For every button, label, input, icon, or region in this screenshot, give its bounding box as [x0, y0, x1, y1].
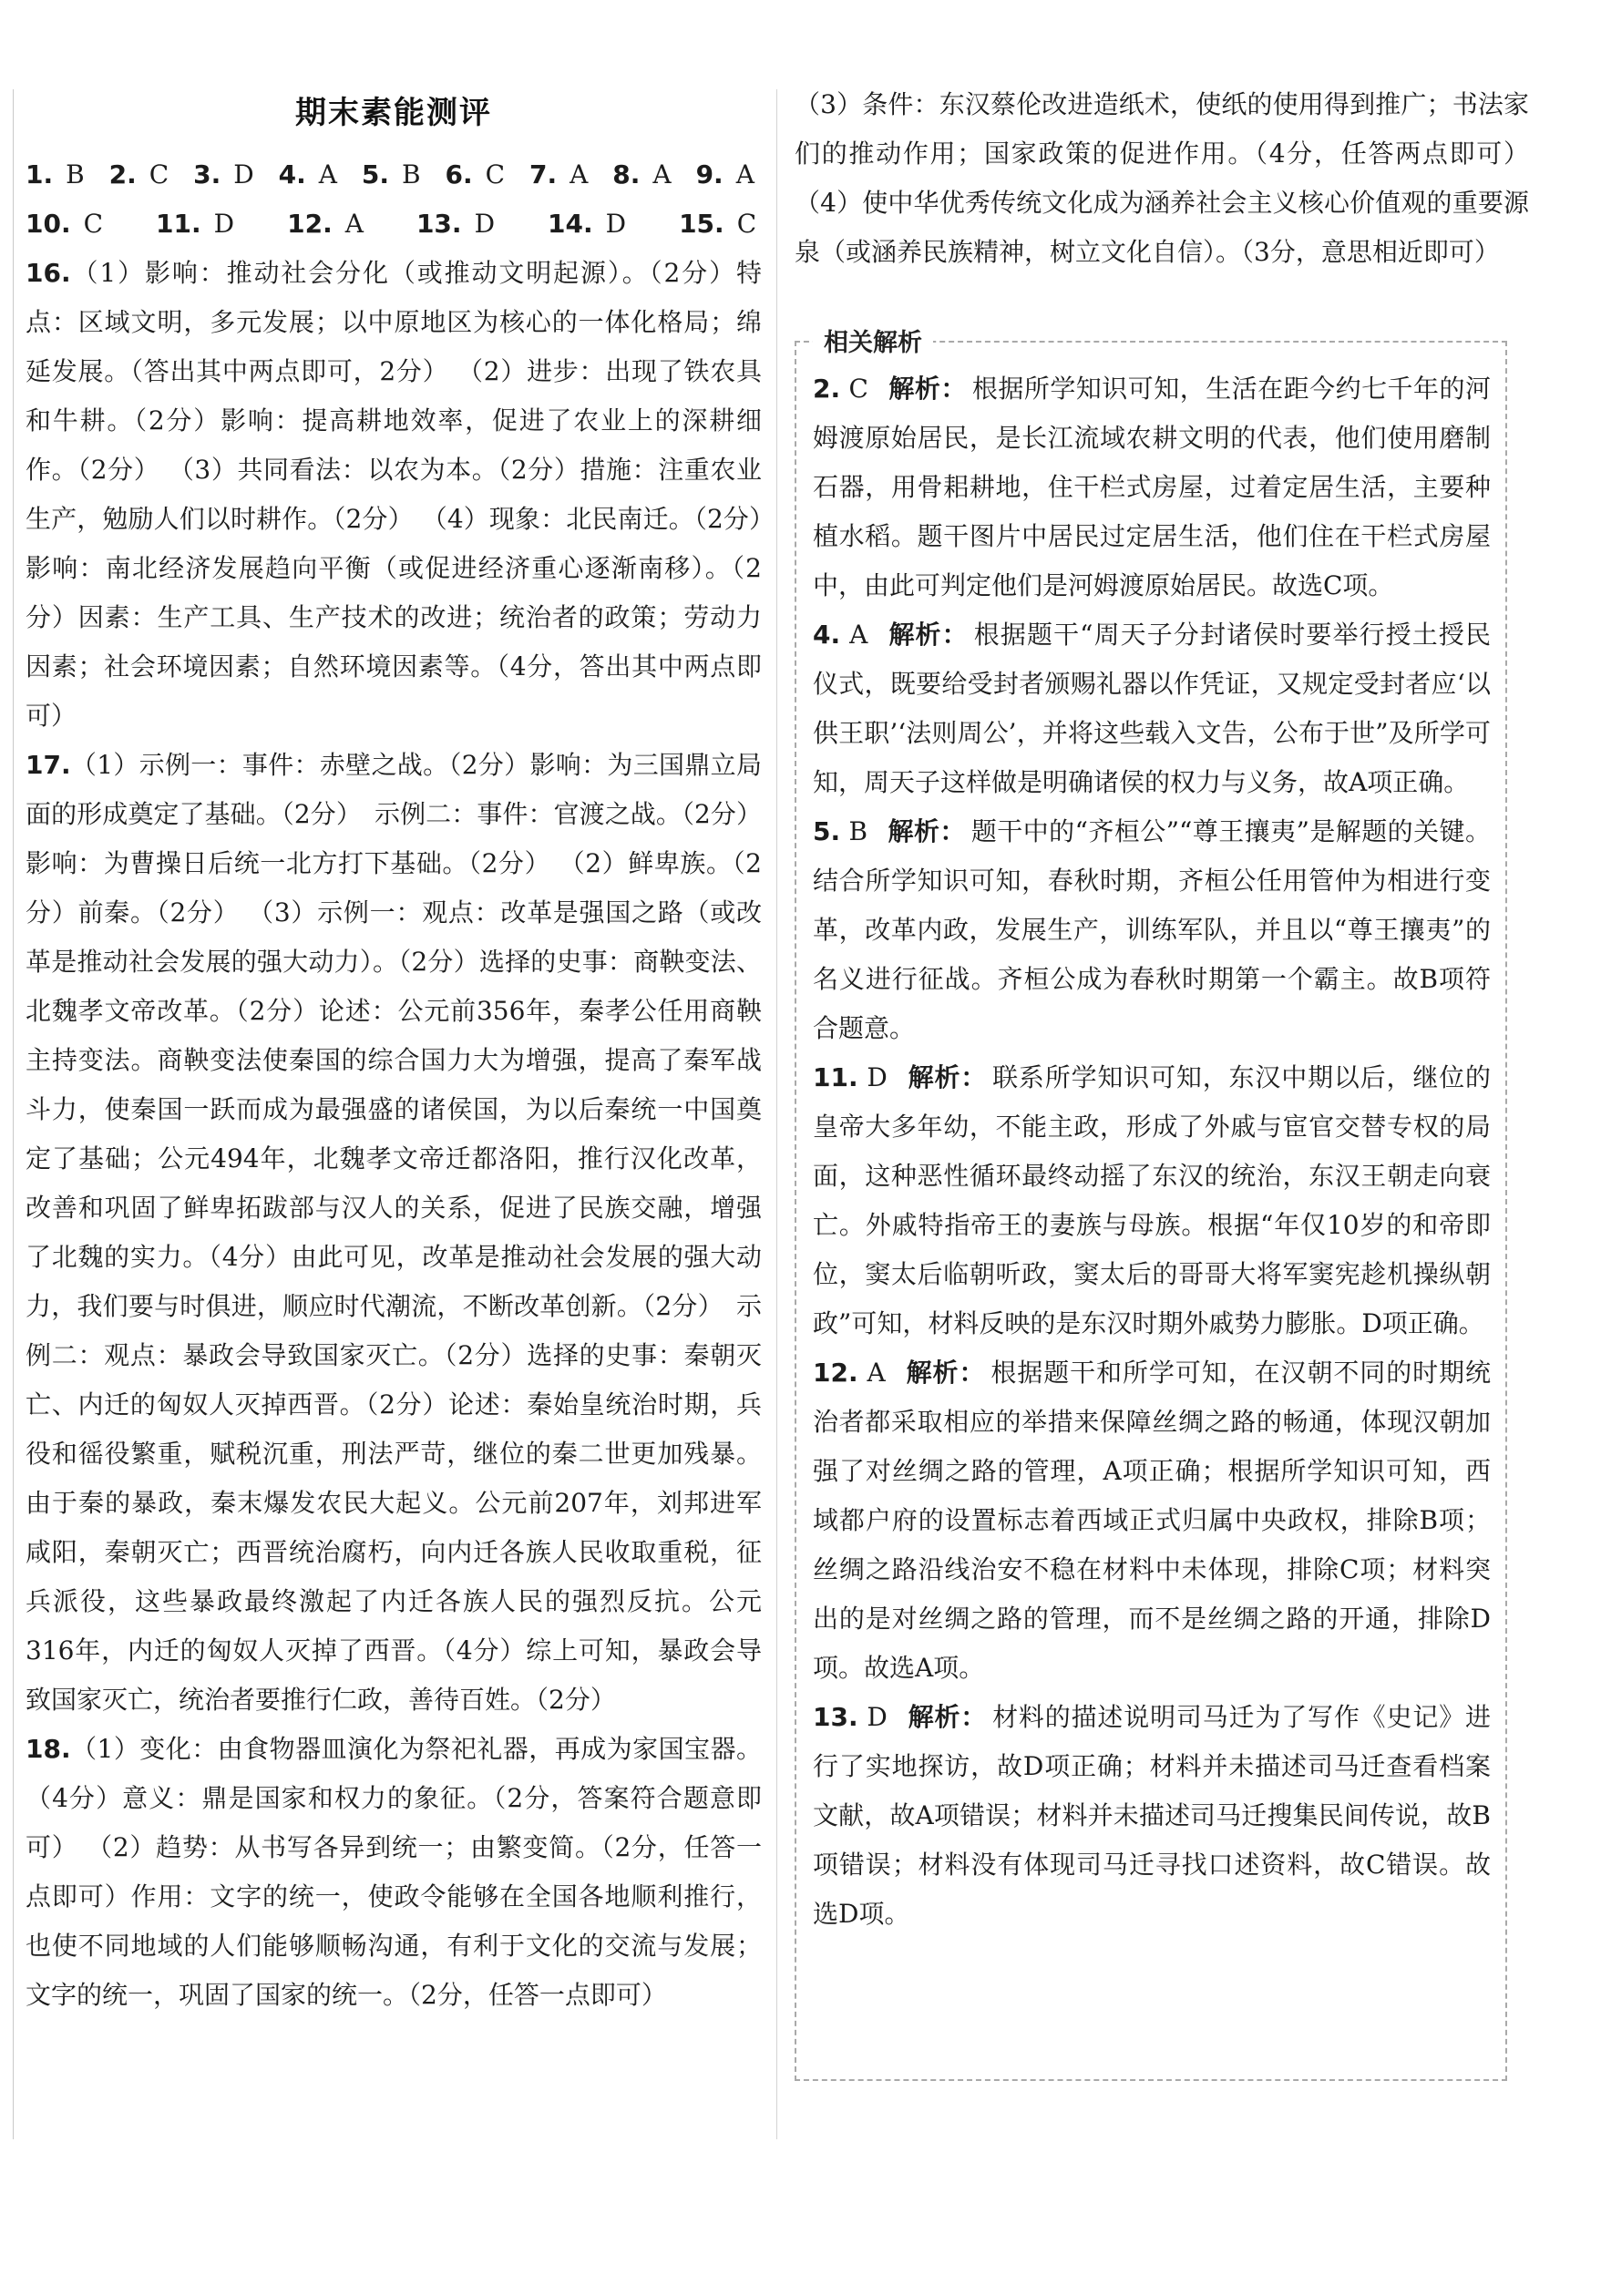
answer-3: 3. D	[193, 159, 254, 190]
analysis-item: 2. C 解析： 根据所学知识可知，生活在距今约七千年的河姆渡原始居民，是长江流域农耕文明的代表，他们使用磨制石器，用骨耜耕地，住干栏式房屋，过着定居生活，主要种植水稻。题干图片中居民过定居生活，他们住在干栏式房屋中，由此可判定他们是河姆渡原始居民。故选C项。	[813, 374, 1491, 600]
answer-10: 10. C	[26, 209, 104, 239]
answer-8: 8. A	[612, 159, 672, 190]
answer-12: 12. A	[287, 209, 364, 239]
answers-row-1	[26, 150, 762, 200]
column-divider	[776, 89, 777, 2139]
answer-9: 9. A	[695, 159, 754, 190]
analysis-heading: 相关解析	[813, 323, 933, 358]
question-18-continued: （3）条件：东汉蔡伦改进造纸术，使纸的使用得到推广；书法家们的推动作用；国家政策的促进作用。（4分，任答两点即可） （4）使中华优秀传统文化成为涵养社会主义核心价值观的重要源泉（或涵养民族精神，树立文化自信）。（3分，意思相近即可）	[795, 89, 1529, 267]
question-16-answer: 16.（1）影响：推动社会分化（或推动文明起源）。（2分）特点：区域文明，多元发展；以中原地区为核心的一体化格局；绵延发展。（答出其中两点即可，2分） （2）进步：出现了铁农具和牛耕。（2分）影响：提高耕地效率，促进了农业上的深耕细作。（2分） （3）共同看法：以农为本。（2分）措施：注重农业生产，勉励人们以时耕作。（2分） （4）现象：北民南迁。（2分）影响：南北经济发展趋向平衡（或促进经济重心逐渐南移）。（2分）因素：生产工具、生产技术的改进；统治者的政策；劳动力因素；社会环境因素；自然环境因素等。（4分，答出其中两点即可）	[26, 258, 762, 731]
page-title: 期末素能测评	[295, 95, 492, 131]
answer-13: 13. D	[416, 209, 496, 239]
left-column	[26, 80, 762, 2020]
answer-11: 11. D	[156, 209, 235, 239]
answers-row-2	[26, 200, 762, 249]
answer-14: 14. D	[548, 209, 627, 239]
analysis-item: 11. D 解析： 联系所学知识可知，东汉中期以后，继位的皇帝大多年幼，不能主政，形成了外戚与宦官交替专权的局面，这种恶性循环最终动摇了东汉的统治，东汉王朝走向衰亡。外戚特指帝王的妻族与母族。根据“年仅10岁的和帝即位，窦太后临朝听政，窦太后的哥哥大将军窦宪趁机操纵朝政”可知，材料反映的是东汉时期外戚势力膨胀。D项正确。	[813, 1062, 1491, 1338]
answer-6: 6. C	[445, 159, 506, 190]
answer-4: 4. A	[278, 159, 337, 190]
question-18-answer: 18.（1）变化：由食物器皿演化为祭祀礼器，再成为家国宝器。（4分）意义：鼎是国家和权力的象征。（2分，答案符合题意即可） （2）趋势：从书写各异到统一；由繁变简。（2分，任答一点即可）作用：文字的统一，使政令能够在全国各地顺利推行，也使不同地域的人们能够顺畅沟通，有利于文化的交流与发展；文字的统一，巩固了国家的统一。（2分，任答一点即可）	[26, 1734, 762, 2010]
question-17-answer: 17.（1）示例一：事件：赤壁之战。（2分）影响：为三国鼎立局面的形成奠定了基础。（2分） 示例二：事件：官渡之战。（2分）影响：为曹操日后统一北方打下基础。（2分） （2）鲜卑族。（2分）前秦。（2分） （3）示例一：观点：改革是强国之路（或改革是推动社会发展的强大动力）。（2分）选择的史事：商鞅变法、北魏孝文帝改革。（2分）论述：公元前356年，秦孝公任用商鞅主持变法。商鞅变法使秦国的综合国力大为增强，提高了秦军战斗力，使秦国一跃而成为最强盛的诸侯国，为以后秦统一中国奠定了基础；公元494年，北魏孝文帝迁都洛阳，推行汉化改革，改善和巩固了鲜卑拓跋部与汉人的关系，促进了民族交融，增强了北魏的实力。（4分）由此可见，改革是推动社会发展的强大动力，我们要与时俱进，顺应时代潮流，不断改革创新。（2分） 示例二：观点：暴政会导致国家灭亡。（2分）选择的史事：秦朝灭亡、内迁的匈奴人灭掉西晋。（2分）论述：秦始皇统治时期，兵役和徭役繁重，赋税沉重，刑法严苛，继位的秦二世更加残暴。由于秦的暴政，秦末爆发农民大起义。公元前207年，刘邦进军咸阳，秦朝灭亡；西晋统治腐朽，向内迁各族人民收取重税，征兵派役，这些暴政最终激起了内迁各族人民的强烈反抗。公元316年，内迁的匈奴人灭掉了西晋。（4分）综上可知，暴政会导致国家灭亡，统治者要推行仁政，善待百姓。（2分）	[26, 750, 762, 1715]
answer-2: 2. C	[108, 159, 169, 190]
analysis-section	[795, 329, 1507, 2081]
left-margin-rule	[13, 89, 14, 2139]
answer-1: 1. B	[26, 159, 85, 190]
analysis-item: 13. D 解析： 材料的描述说明司马迁为了写作《史记》进行了实地探访，故D项正确；材料并未描述司马迁查看档案文献，故A项错误；材料并未描述司马迁搜集民间传说，故B项错误；材料没有体现司马迁寻找口述资料，故C错误。故选D项。	[813, 1702, 1491, 1929]
right-column	[795, 80, 1529, 277]
answer-15: 15. C	[679, 209, 757, 239]
analysis-item: 5. B 解析： 题干中的“齐桓公”“尊王攘夷”是解题的关键。结合所学知识可知，春秋时期，齐桓公任用管仲为相进行变革，改革内政，发展生产，训练军队，并且以“尊王攘夷”的名义进行征战。齐桓公成为春秋时期第一个霸主。故B项符合题意。	[813, 816, 1491, 1043]
analysis-item: 4. A 解析： 根据题干“周天子分封诸侯时要举行授土授民仪式，既要给受封者颁赐礼器以作凭证，又规定受封者应‘以供王职’‘法则周公’，并将这些载入文告，公布于世”及所学可知，周天子这样做是明确诸侯的权力与义务，故A项正确。	[813, 620, 1491, 797]
answer-7: 7. A	[529, 159, 589, 190]
analysis-item: 12. A 解析： 根据题干和所学可知，在汉朝不同的时期统治者都采取相应的举措来保障丝绸之路的畅通，体现汉朝加强了对丝绸之路的管理，A项正确；根据所学知识可知，西域都户府的设置标志着西域正式归属中央政权，排除B项；丝绸之路沿线治安不稳在材料中未体现，排除C项；材料突出的是对丝绸之路的管理，而不是丝绸之路的开通，排除D项。故选A项。	[813, 1358, 1491, 1683]
answer-5: 5. B	[361, 159, 421, 190]
